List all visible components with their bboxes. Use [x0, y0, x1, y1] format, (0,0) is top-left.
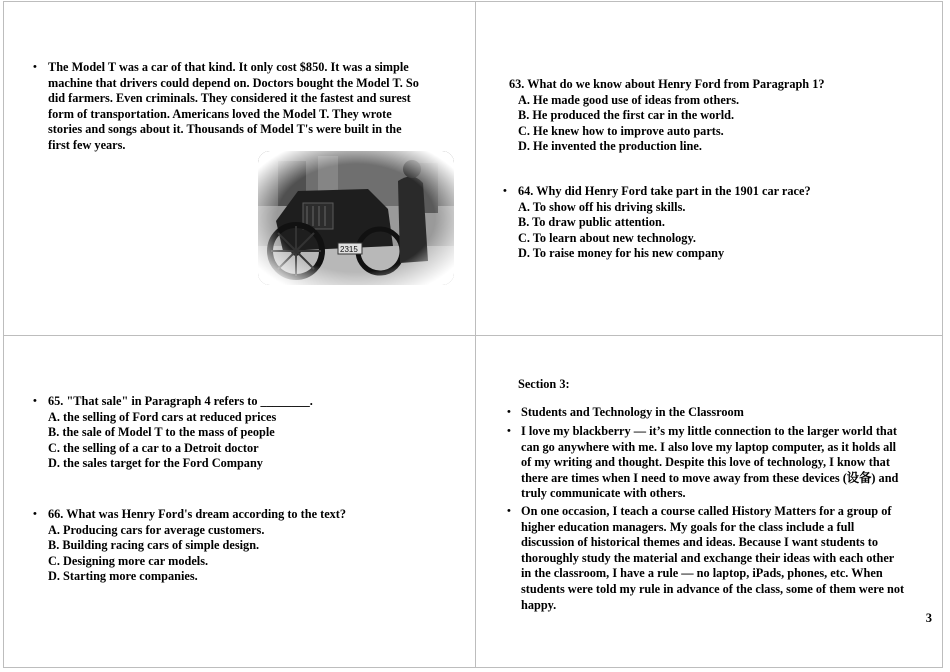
answer-option: B. To draw public attention.	[518, 215, 665, 230]
answer-option: D. Starting more companies.	[48, 569, 198, 584]
model-t-car-illustration	[258, 151, 454, 285]
question-66	[48, 507, 346, 585]
text-line: stories and songs about it. Thousands of Model T's were built in the	[48, 122, 402, 137]
text-line: in the classroom, I have a rule — no laptop, iPads, phones, etc. When	[521, 566, 883, 581]
text-line: higher education managers. My goals for the class include a full	[521, 519, 855, 534]
text-line: I love my blackberry — it’s my little connection to the larger world that	[521, 424, 898, 438]
answer-option: A. Producing cars for average customers.	[48, 522, 265, 537]
question-text: 64. Why did Henry Ford take part in the 1901 car race?	[518, 184, 811, 198]
text-line: of my writing and thought. Despite this love of technology, I know that	[521, 455, 890, 470]
passage-paragraph-1	[521, 424, 898, 502]
text-line: form of transportation. Americans loved the Model T. They wrote	[48, 106, 392, 121]
answer-option: A. He made good use of ideas from others.	[518, 92, 740, 107]
question-text: 63. What do we know about Henry Ford from Paragraph 1?	[509, 77, 825, 91]
section-label: Section 3:	[518, 377, 570, 391]
bullet: •	[507, 505, 511, 517]
text-line: The Model T was a car of that kind. It only cost $850. It was a simple	[48, 60, 409, 74]
bullet: •	[33, 508, 37, 520]
passage-heading: Students and Technology in the Classroom	[521, 405, 744, 419]
bullet: •	[33, 61, 37, 73]
question-text: 65. "That sale" in Paragraph 4 refers to ________.	[48, 394, 313, 408]
bullet: •	[503, 185, 507, 197]
answer-option: D. He invented the production line.	[518, 139, 702, 154]
answer-option: B. the sale of Model T to the mass of people	[48, 425, 275, 440]
bullet: •	[507, 406, 511, 418]
answer-option: A. the selling of Ford cars at reduced prices	[48, 409, 277, 424]
answer-option: B. Building racing cars of simple design.	[48, 538, 260, 553]
model-t-paragraph	[48, 60, 419, 154]
answer-option: C. He knew how to improve auto parts.	[518, 123, 724, 138]
text-line: students were told my rule in advance of the class, some of them were not	[521, 581, 905, 596]
bullet: •	[507, 425, 511, 437]
text-line: machine that drivers could depend on. Doctors bought the Model T. So	[48, 75, 419, 90]
question-63	[509, 77, 825, 155]
passage-paragraph-2	[521, 504, 904, 613]
text-line: first few years.	[48, 137, 126, 152]
text-line: there are times when I need to move away from these devices (设备) and	[521, 470, 899, 485]
answer-option: D. the sales target for the Ford Company	[48, 456, 263, 471]
question-text: 66. What was Henry Ford's dream according to the text?	[48, 507, 347, 521]
text-line: On one occasion, I teach a course called History Matters for a group of	[521, 504, 892, 518]
model-t-photo	[258, 151, 454, 285]
answer-option: B. He produced the first car in the world.	[518, 108, 735, 123]
page-number: 3	[925, 611, 932, 625]
text-line: truly communicate with others.	[521, 486, 686, 501]
text-line: discussion of historical themes and ideas. Because I want students to	[521, 535, 878, 550]
text-line: happy.	[521, 597, 557, 612]
horizontal-divider	[3, 335, 943, 336]
answer-option: A. To show off his driving skills.	[518, 199, 686, 214]
answer-option: C. the selling of a car to a Detroit doctor	[48, 440, 259, 455]
question-65	[48, 394, 313, 472]
question-64	[518, 184, 811, 262]
bullet: •	[33, 395, 37, 407]
text-line: can go anywhere with me. I also love my laptop computer, as it holds all	[521, 439, 897, 454]
answer-option: C. Designing more car models.	[48, 553, 209, 568]
text-line: did farmers. Even criminals. They considered it the fastest and surest	[48, 91, 411, 106]
answer-option: D. To raise money for his new company	[518, 246, 725, 261]
text-line: thoroughly study the material and exchange their ideas with each other	[521, 550, 895, 565]
answer-option: C. To learn about new technology.	[518, 230, 696, 245]
